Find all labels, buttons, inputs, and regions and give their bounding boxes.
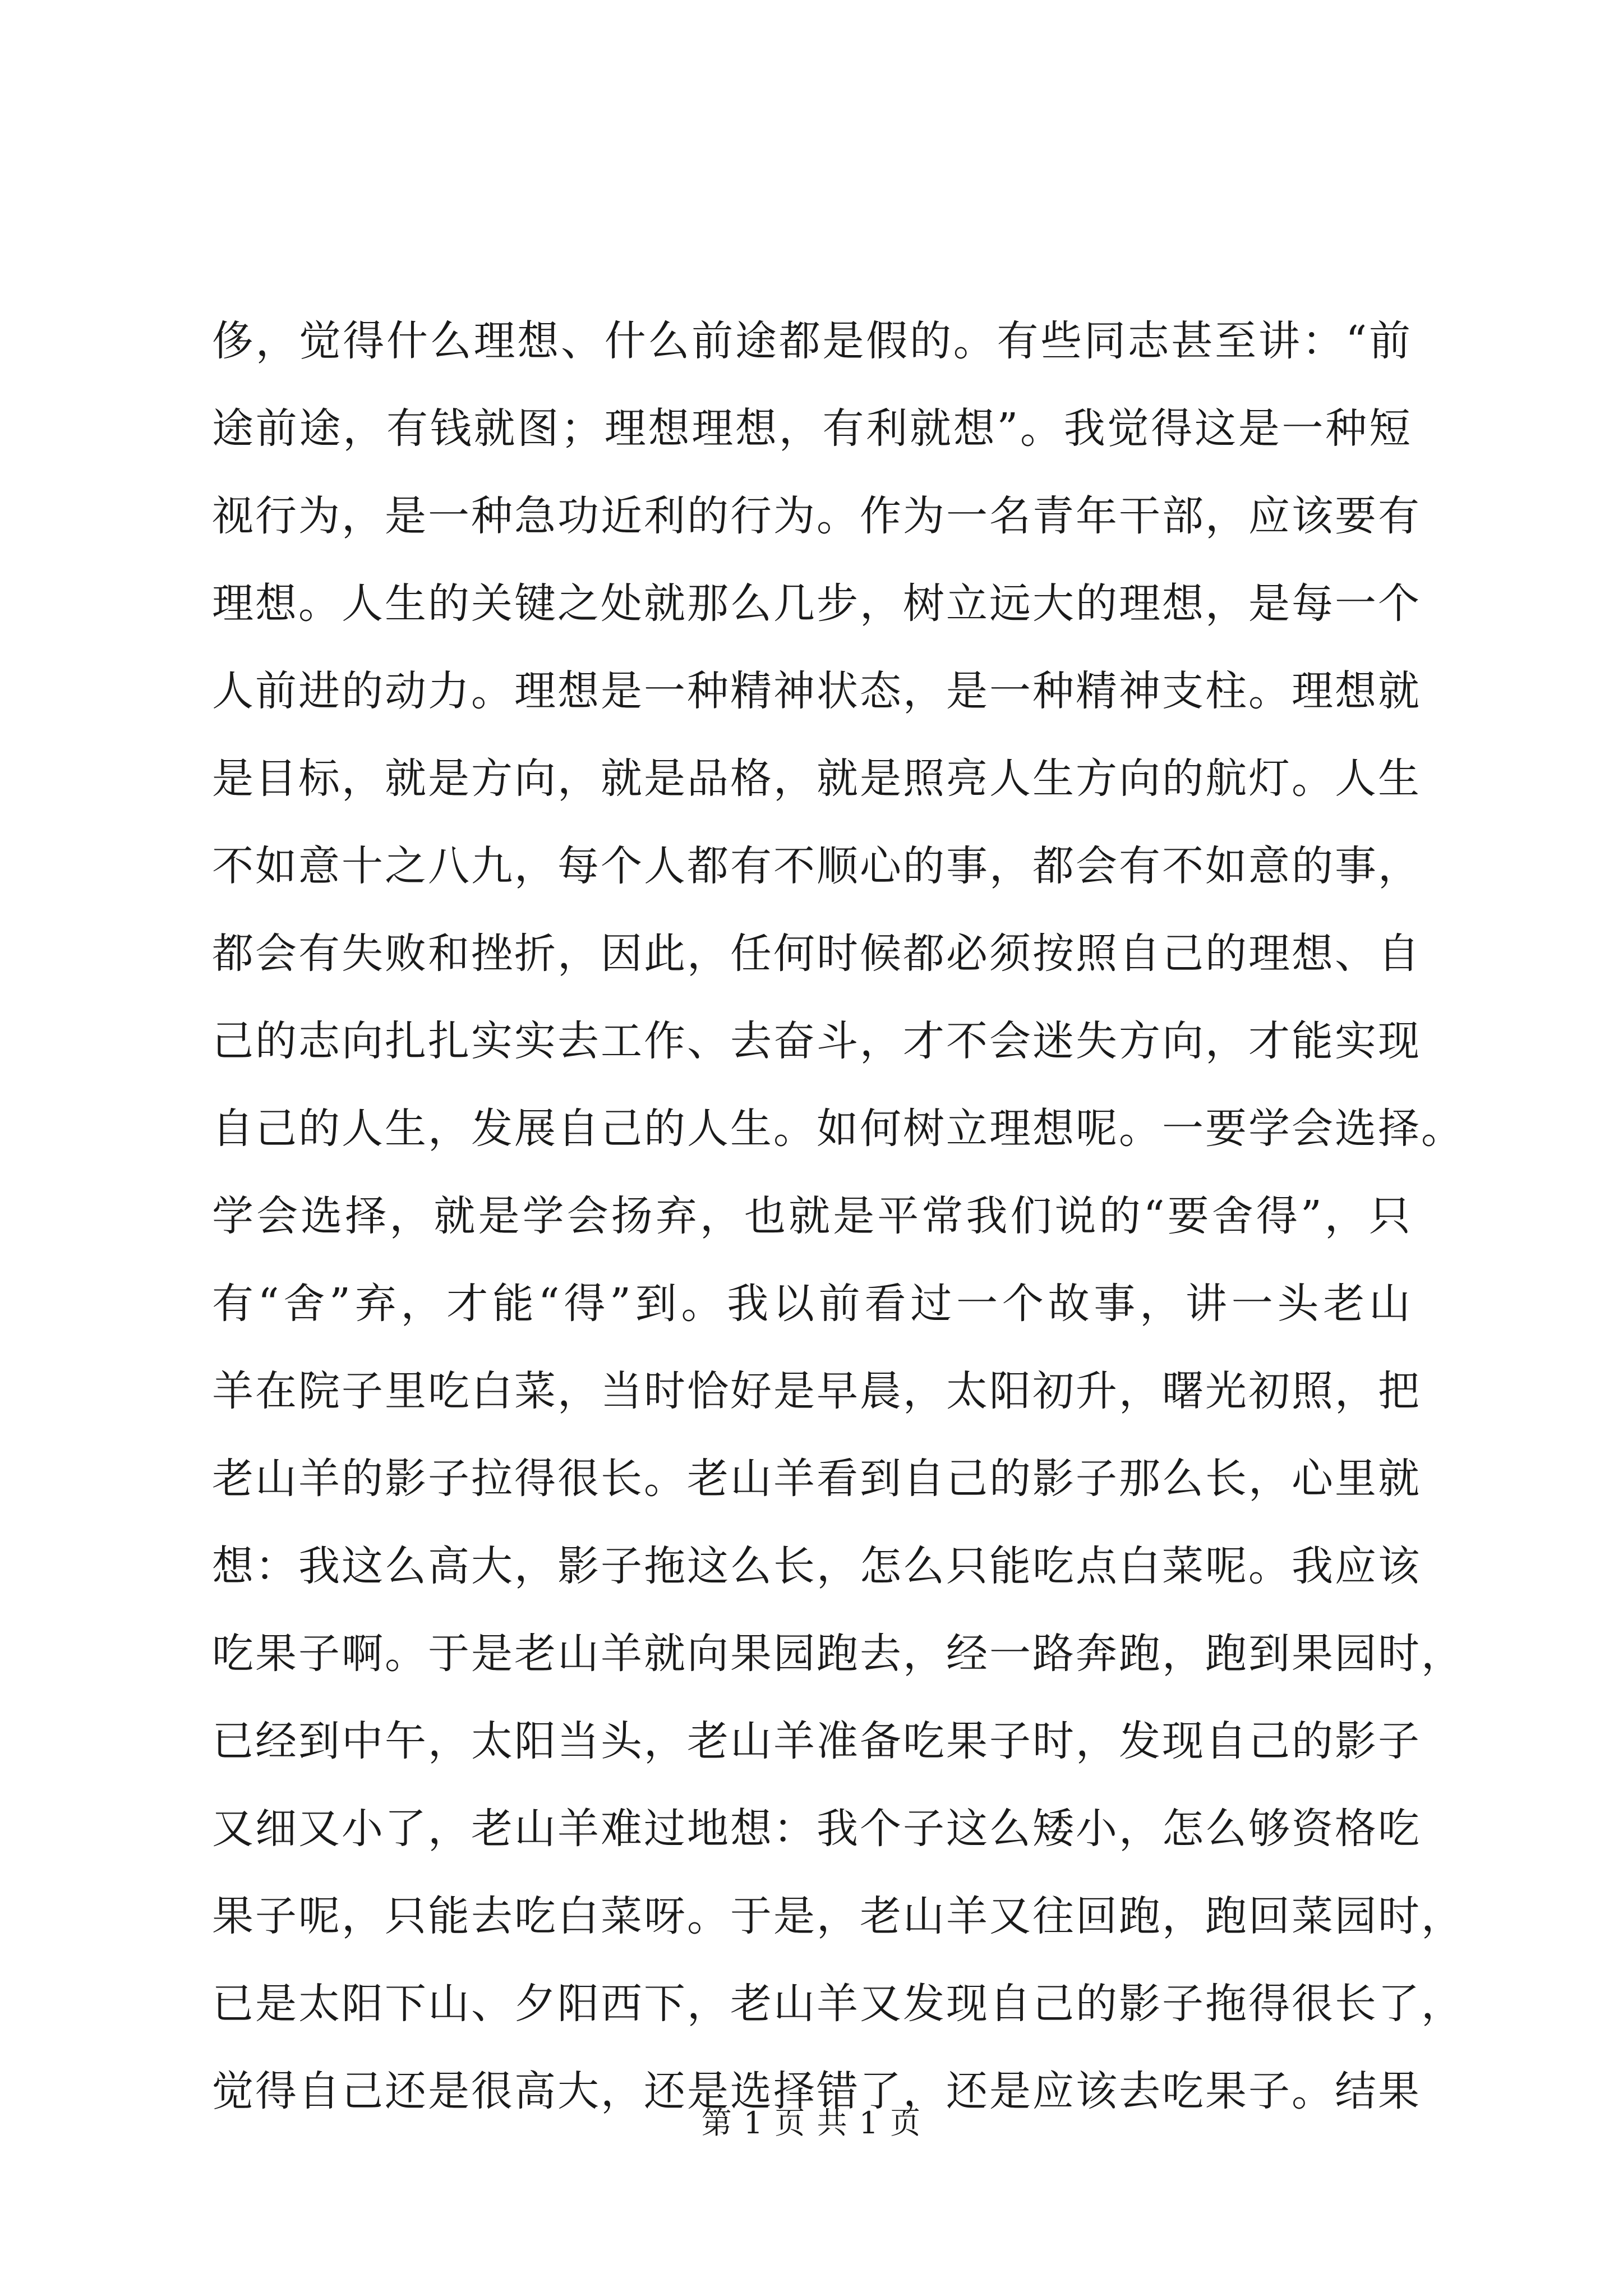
text-line: 是目标，就是方向，就是品格，就是照亮人生方向的航灯。人生 [212,754,1421,803]
text-line: 羊在院子里吃白菜，当时恰好是早晨，太阳初升，曙光初照，把 [212,1367,1421,1415]
text-line: 已是太阳下山、夕阳西下，老山羊又发现自己的影子拖得很长了， [212,1980,1464,2028]
text-line: 人前进的动力。理想是一种精神状态，是一种精神支柱。理想就 [212,667,1421,715]
text-line: 不如意十之八九，每个人都有不顺心的事，都会有不如意的事， [212,842,1421,890]
page-footer [0,2104,1623,2143]
text-line: 侈，觉得什么理想、什么前途都是假的。有些同志甚至讲：“前 [212,317,1412,365]
text-line: 想：我这么高大，影子拖这么长，怎么只能吃点白菜呢。我应该 [212,1542,1421,1590]
page-number-label: 第 1 页 共 1 页 [701,2105,922,2141]
text-line: 都会有失败和挫折，因此，任何时候都必须按照自己的理想、自 [212,930,1421,978]
text-line: 觉得自己还是很高大，还是选择错了，还是应该去吃果子。结果 [212,2067,1421,2115]
text-line: 又细又小了，老山羊难过地想：我个子这么矮小，怎么够资格吃 [212,1805,1421,1853]
text-line: 已经到中午，太阳当头，老山羊准备吃果子时，发现自己的影子 [212,1717,1421,1765]
text-line: 学会选择，就是学会扬弃，也就是平常我们说的“要舍得”，只 [212,1192,1412,1240]
text-line: 自己的人生，发展自己的人生。如何树立理想呢。一要学会选择。 [212,1105,1464,1153]
text-line: 理想。人生的关键之处就那么几步，树立远大的理想，是每一个 [212,579,1421,628]
text-line: 吃果子啊。于是老山羊就向果园跑去，经一路奔跑，跑到果园时， [212,1630,1464,1678]
text-line: 果子呢，只能去吃白菜呀。于是，老山羊又往回跑，跑回菜园时， [212,1892,1464,1940]
text-line: 视行为，是一种急功近利的行为。作为一名青年干部，应该要有 [212,492,1421,540]
text-line: 己的志向扎扎实实去工作、去奋斗，才不会迷失方向，才能实现 [212,1017,1421,1065]
body-text [212,297,1464,2135]
text-line: 有“舍”弃，才能“得”到。我以前看过一个故事，讲一头老山 [212,1280,1412,1328]
text-line: 途前途，有钱就图；理想理想，有利就想”。我觉得这是一种短 [212,404,1412,453]
text-line: 老山羊的影子拉得很长。老山羊看到自己的影子那么长，心里就 [212,1455,1421,1503]
